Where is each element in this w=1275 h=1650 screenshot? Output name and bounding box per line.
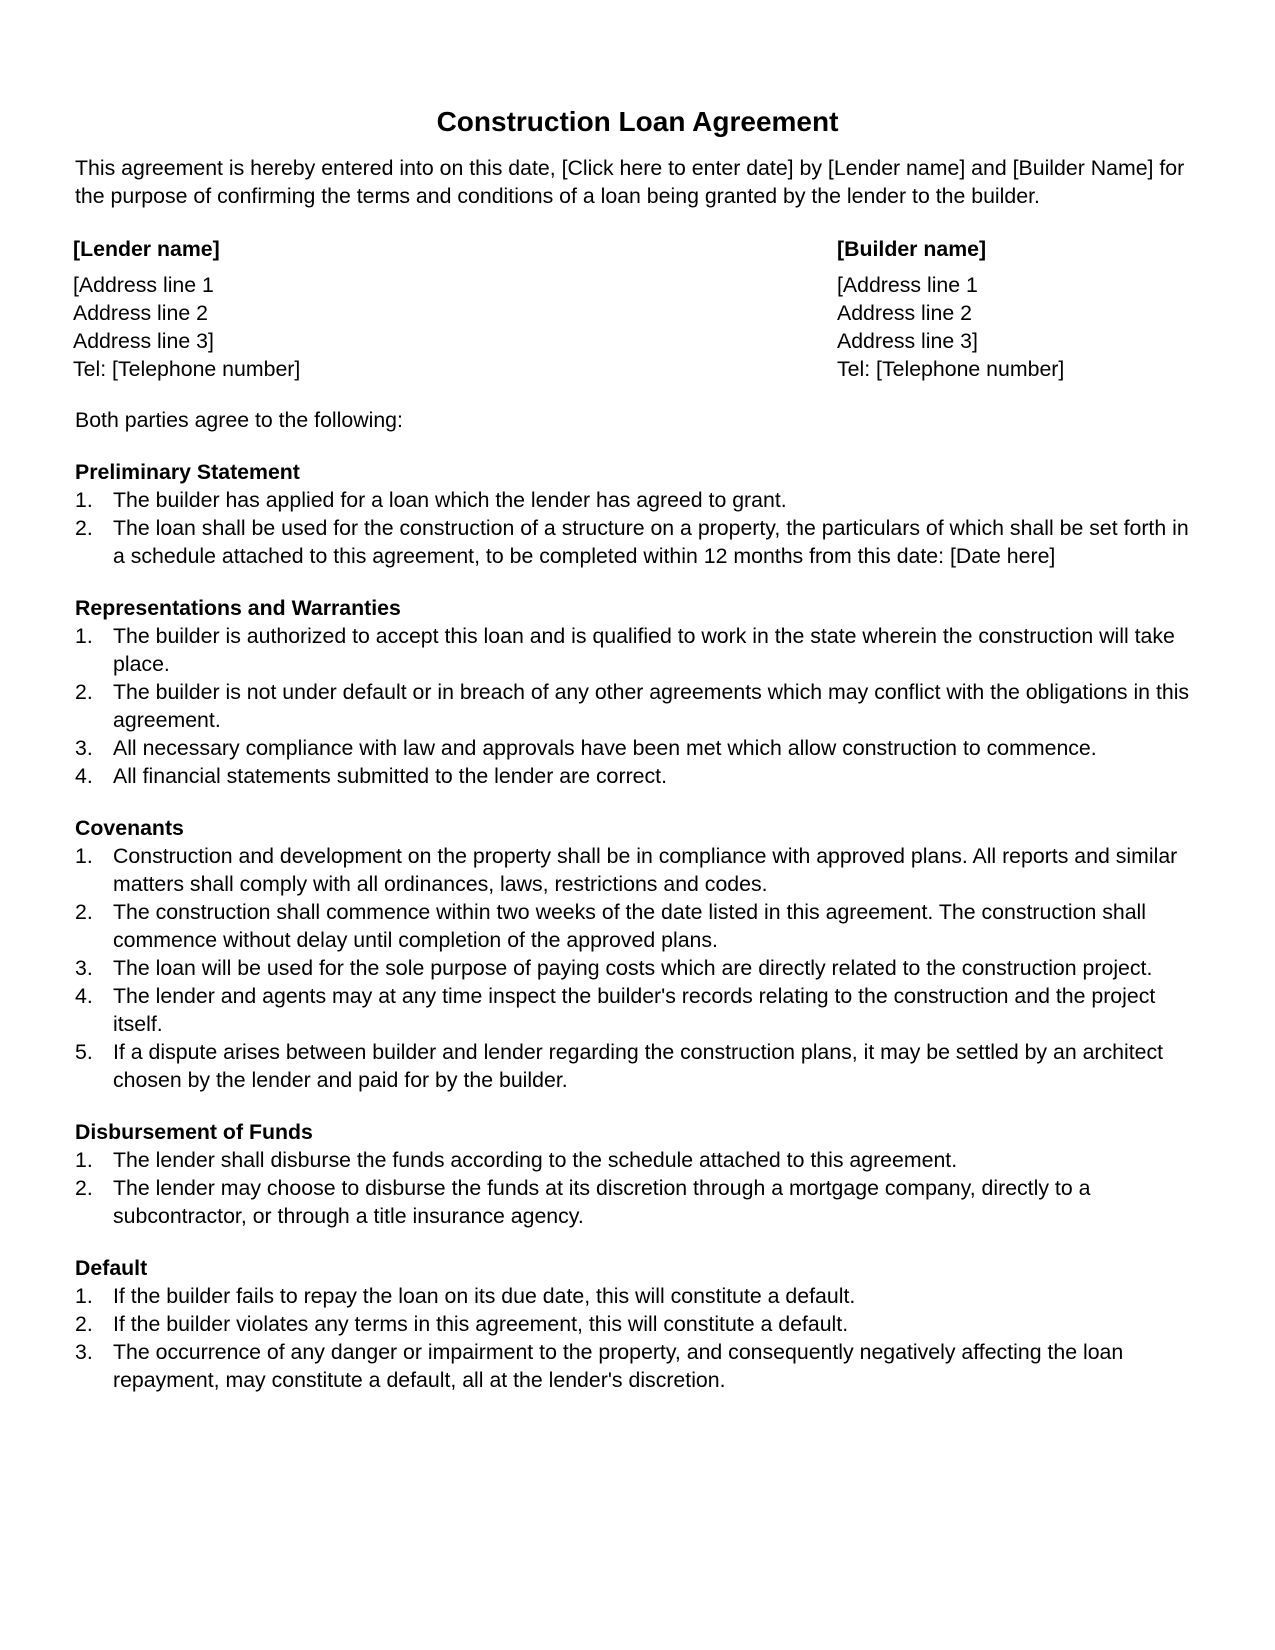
clause-number: 1. [75,624,93,648]
clause-text: The lender and agents may at any time inspect the builder's records relating to the construction and the project itself. [113,984,1156,1036]
section-disbursement-of-funds [75,1118,1200,1230]
section-covenants [75,814,1200,1094]
clause-text: The occurrence of any danger or impairment to the property, and consequently negatively affecting the loan repayment, may constitute a default, all at the lender's discretion. [113,1340,1124,1392]
clause-text: The builder has applied for a loan which the lender has agreed to grant. [113,488,787,512]
clause-list [75,1146,1200,1230]
clause-text: The loan shall be used for the construction of a structure on a property, the particulars of which shall be set forth in a schedule attached to this agreement, to be completed within 12 months from this date: [Date here] [113,516,1189,568]
builder-address-line-3: Address line 3] [837,329,978,353]
clause-item [75,622,1200,678]
lender-block [73,235,300,383]
section-preliminary-statement [75,458,1200,570]
clause-number: 4. [75,984,93,1008]
clause-item [75,1282,1200,1310]
clause-number: 5. [75,1040,93,1064]
clause-text: The lender may choose to disburse the funds at its discretion through a mortgage company, directly to a subcontractor, or through a title insurance agency. [113,1176,1091,1228]
clause-number: 2. [75,516,93,540]
builder-address-line-2: Address line 2 [837,301,972,325]
section-representations-warranties [75,594,1200,790]
clause-item [75,678,1200,734]
clause-text: The builder is not under default or in breach of any other agreements which may conflict with the obligations in this agreement. [113,680,1190,732]
lender-name: [Lender name] [73,237,220,261]
clause-number: 1. [75,488,93,512]
document-page [75,104,1200,1394]
clause-item [75,954,1200,982]
clause-number: 1. [75,1148,93,1172]
clause-number: 4. [75,764,93,788]
lender-address-line-2: Address line 2 [73,301,208,325]
builder-telephone: Tel: [Telephone number] [837,357,1065,381]
clause-list [75,1282,1200,1394]
clause-number: 2. [75,1312,93,1336]
clause-text: If a dispute arises between builder and lender regarding the construction plans, it may be settled by an architect chosen by the lender and paid for by the builder. [113,1040,1164,1092]
intro-paragraph: This agreement is hereby entered into on this date, [Click here to enter date] by [Lender name] and [Builder Name] for the purpose of confirming the terms and conditions of a loan being granted by the lender to the builder. [75,156,1185,208]
clause-number: 1. [75,844,93,868]
agreement-statement: Both parties agree to the following: [75,408,403,432]
clause-text: The builder is authorized to accept this loan and is qualified to work in the state wherein the construction will take place. [113,624,1175,676]
clause-list [75,486,1200,570]
clause-item [75,898,1200,954]
clause-item [75,1146,1200,1174]
builder-address-line-1: [Address line 1 [837,273,978,297]
clause-item [75,734,1200,762]
clause-number: 2. [75,680,93,704]
clause-number: 3. [75,1340,93,1364]
section-heading: Disbursement of Funds [75,1120,313,1144]
clause-text: All necessary compliance with law and approvals have been met which allow construction to commence. [113,736,1097,760]
clause-item [75,1310,1200,1338]
parties-block [75,235,1200,381]
clause-item [75,762,1200,790]
document-title: Construction Loan Agreement [436,106,839,137]
clause-number: 3. [75,736,93,760]
lender-address-line-1: [Address line 1 [73,273,214,297]
builder-block [837,235,1064,383]
clause-number: 1. [75,1284,93,1308]
section-heading: Default [75,1256,148,1280]
clause-list [75,622,1200,790]
section-default [75,1254,1200,1394]
builder-name: [Builder name] [837,237,987,261]
clause-number: 3. [75,956,93,980]
clause-item [75,1338,1200,1394]
clause-number: 2. [75,900,93,924]
clause-item [75,1174,1200,1230]
clause-item [75,514,1200,570]
section-heading: Covenants [75,816,184,840]
clause-text: If the builder fails to repay the loan on its due date, this will constitute a default. [113,1284,856,1308]
lender-address-line-3: Address line 3] [73,329,214,353]
clause-text: If the builder violates any terms in this agreement, this will constitute a default. [113,1312,849,1336]
clause-list [75,842,1200,1094]
clause-text: The construction shall commence within two weeks of the date listed in this agreement. The construction shall commence without delay until completion of the approved plans. [113,900,1147,952]
section-heading: Preliminary Statement [75,460,300,484]
clause-text: The loan will be used for the sole purpose of paying costs which are directly related to the construction project. [113,956,1153,980]
clause-item [75,486,1200,514]
clause-item [75,982,1200,1038]
clause-number: 2. [75,1176,93,1200]
clause-text: The lender shall disburse the funds according to the schedule attached to this agreement. [113,1148,958,1172]
clause-text: All financial statements submitted to the lender are correct. [113,764,667,788]
clause-item [75,1038,1200,1094]
clause-text: Construction and development on the property shall be in compliance with approved plans. All reports and similar matters shall comply with all ordinances, laws, restrictions and codes. [113,844,1178,896]
clause-item [75,842,1200,898]
lender-telephone: Tel: [Telephone number] [73,357,301,381]
section-heading: Representations and Warranties [75,596,401,620]
